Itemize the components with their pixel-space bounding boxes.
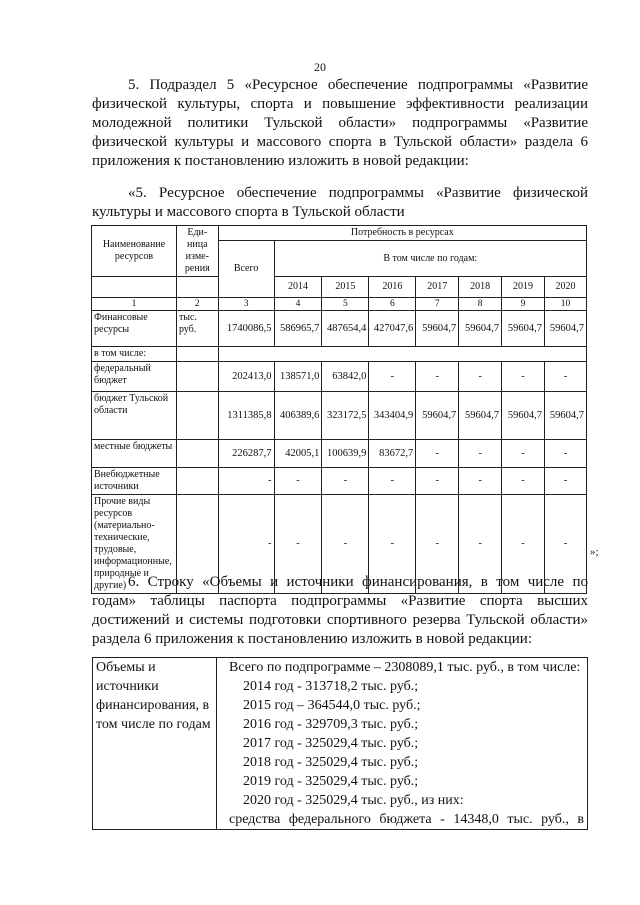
header-year: 2017 (416, 277, 459, 298)
row-value: 59604,7 (545, 392, 587, 440)
header-need: Потребность в ресурсах (218, 226, 586, 241)
row-unit: тыс. руб. (176, 311, 218, 347)
row-unit (176, 362, 218, 392)
row-value: 586965,7 (274, 311, 322, 347)
row-unit (176, 468, 218, 495)
row-value: - (416, 362, 459, 392)
row-value: - (545, 495, 587, 594)
column-index: 10 (545, 298, 587, 311)
financing-year: 2020 год - 325029,4 тыс. руб., из них: (243, 793, 464, 808)
row-value: - (322, 495, 369, 594)
page-number: 20 (314, 60, 326, 74)
table-row (92, 311, 587, 347)
row-value: - (459, 468, 502, 495)
financing-label: Объемы и источники финансирования, в том числе по годам (93, 658, 217, 830)
financing-year: 2014 год - 313718,2 тыс. руб.; (243, 679, 419, 694)
section-title-text: «5. Ресурсное обеспечение подпрограммы «Развитие физической культуры и массового спорта в Тульской области (92, 185, 588, 220)
closing-quote: »; (590, 546, 599, 558)
column-index: 8 (459, 298, 502, 311)
financing-table (92, 657, 588, 830)
row-value: 323172,5 (322, 392, 369, 440)
row-value: - (502, 495, 545, 594)
paragraph-6 (92, 573, 588, 649)
row-value: - (416, 495, 459, 594)
row-value: - (274, 468, 322, 495)
financing-row (93, 658, 588, 830)
row-value: - (459, 495, 502, 594)
header-name-cont (92, 277, 177, 298)
column-index: 3 (218, 298, 274, 311)
row-value: - (274, 495, 322, 594)
column-index: 4 (274, 298, 322, 311)
row-value: - (545, 440, 587, 468)
row-value: 42005,1 (274, 440, 322, 468)
row-value: 406389,6 (274, 392, 322, 440)
row-value: - (502, 440, 545, 468)
header-year: 2019 (502, 277, 545, 298)
row-name: Внебюджетные источники (92, 468, 177, 495)
row-value: - (322, 468, 369, 495)
row-name: федеральный бюджет (92, 362, 177, 392)
row-unit (176, 347, 218, 362)
row-unit (176, 440, 218, 468)
financing-year: 2018 год - 325029,4 тыс. руб.; (243, 755, 419, 770)
row-value: 59604,7 (459, 392, 502, 440)
financing-year: 2017 год - 325029,4 тыс. руб.; (243, 736, 419, 751)
header-name: Наименование ресурсов (92, 226, 177, 277)
row-total: 202413,0 (218, 362, 274, 392)
column-index: 1 (92, 298, 177, 311)
financing-details (217, 658, 588, 830)
column-index: 7 (416, 298, 459, 311)
row-value: 138571,0 (274, 362, 322, 392)
row-name: бюджет Тульской области (92, 392, 177, 440)
row-name: местные бюджеты (92, 440, 177, 468)
row-total: - (218, 468, 274, 495)
table-row (92, 440, 587, 468)
table-years-row (92, 277, 587, 298)
row-total: - (218, 495, 274, 594)
row-value: - (459, 440, 502, 468)
row-total: 1740086,5 (218, 311, 274, 347)
row-value: - (502, 468, 545, 495)
paragraph-5 (92, 76, 588, 171)
row-name: Прочие виды ресурсов (материально-технические, трудовые, информационные, природные и другие) (92, 495, 177, 594)
paragraph-5-text: 5. Подраздел 5 «Ресурсное обеспечение подпрограммы «Развитие физической культуры, спорта и повышение эффективности реализации молодежной политики Тульской области» подпрограммы «Развитие физической культуры и массового спорта в Тульской области» раздела 6 приложения к постановлению изложить в новой редакции: (92, 77, 588, 169)
paragraph-6-text: 6. Строку «Объемы и источники финансирования, в том числе по годам» таблицы паспорта подпрограммы «Развитие спорта высших достижений и системы подготовки спортивного резерва Тульской области» раздела 6 приложения к постановлению изложить в новой редакции: (92, 574, 588, 647)
table-header-row (92, 226, 587, 241)
row-unit (176, 392, 218, 440)
table-row (92, 362, 587, 392)
resource-table (91, 225, 587, 594)
header-total: Всего (218, 241, 274, 298)
row-name: в том числе: (92, 347, 177, 362)
financing-year: 2019 год - 325029,4 тыс. руб.; (243, 774, 419, 789)
header-unit: Еди- ница изме- рения (176, 226, 218, 277)
header-unit-cont (176, 277, 218, 298)
column-index: 6 (369, 298, 416, 311)
row-value: 59604,7 (502, 392, 545, 440)
row-value: - (416, 440, 459, 468)
row-value: - (369, 468, 416, 495)
row-total: 1311385,8 (218, 392, 274, 440)
column-index: 9 (502, 298, 545, 311)
row-value: - (369, 362, 416, 392)
row-value: - (416, 468, 459, 495)
table-row (92, 468, 587, 495)
financing-year: 2016 год - 329709,3 тыс. руб.; (243, 717, 419, 732)
row-value: 343404,9 (369, 392, 416, 440)
row-value: 59604,7 (459, 311, 502, 347)
column-index: 2 (176, 298, 218, 311)
financing-year: 2015 год – 364544,0 тыс. руб.; (243, 698, 421, 713)
header-incl-years: В том числе по годам: (274, 241, 587, 277)
table-index-row (92, 298, 587, 311)
financing-federal: средства федерального бюджета - 14348,0 тыс. руб., в (229, 812, 584, 827)
row-value: - (459, 362, 502, 392)
row-total: 226287,7 (218, 440, 274, 468)
row-value: 59604,7 (545, 311, 587, 347)
row-empty (218, 347, 586, 362)
header-year: 2016 (369, 277, 416, 298)
row-value: - (545, 362, 587, 392)
row-value: 100639,9 (322, 440, 369, 468)
financing-total: Всего по подпрограмме – 2308089,1 тыс. руб., в том числе: (229, 660, 581, 675)
header-year: 2018 (459, 277, 502, 298)
row-value: 83672,7 (369, 440, 416, 468)
row-value: 63842,0 (322, 362, 369, 392)
row-value: 59604,7 (416, 311, 459, 347)
row-value: - (545, 468, 587, 495)
row-value: 427047,6 (369, 311, 416, 347)
section-title (92, 184, 588, 222)
row-value: - (369, 495, 416, 594)
table-row (92, 392, 587, 440)
row-value: 59604,7 (502, 311, 545, 347)
table-row (92, 347, 587, 362)
header-year: 2015 (322, 277, 369, 298)
header-year: 2014 (274, 277, 322, 298)
header-year: 2020 (545, 277, 587, 298)
row-value: 59604,7 (416, 392, 459, 440)
row-value: - (502, 362, 545, 392)
column-index: 5 (322, 298, 369, 311)
row-name: Финансовые ресурсы (92, 311, 177, 347)
row-value: 487654,4 (322, 311, 369, 347)
